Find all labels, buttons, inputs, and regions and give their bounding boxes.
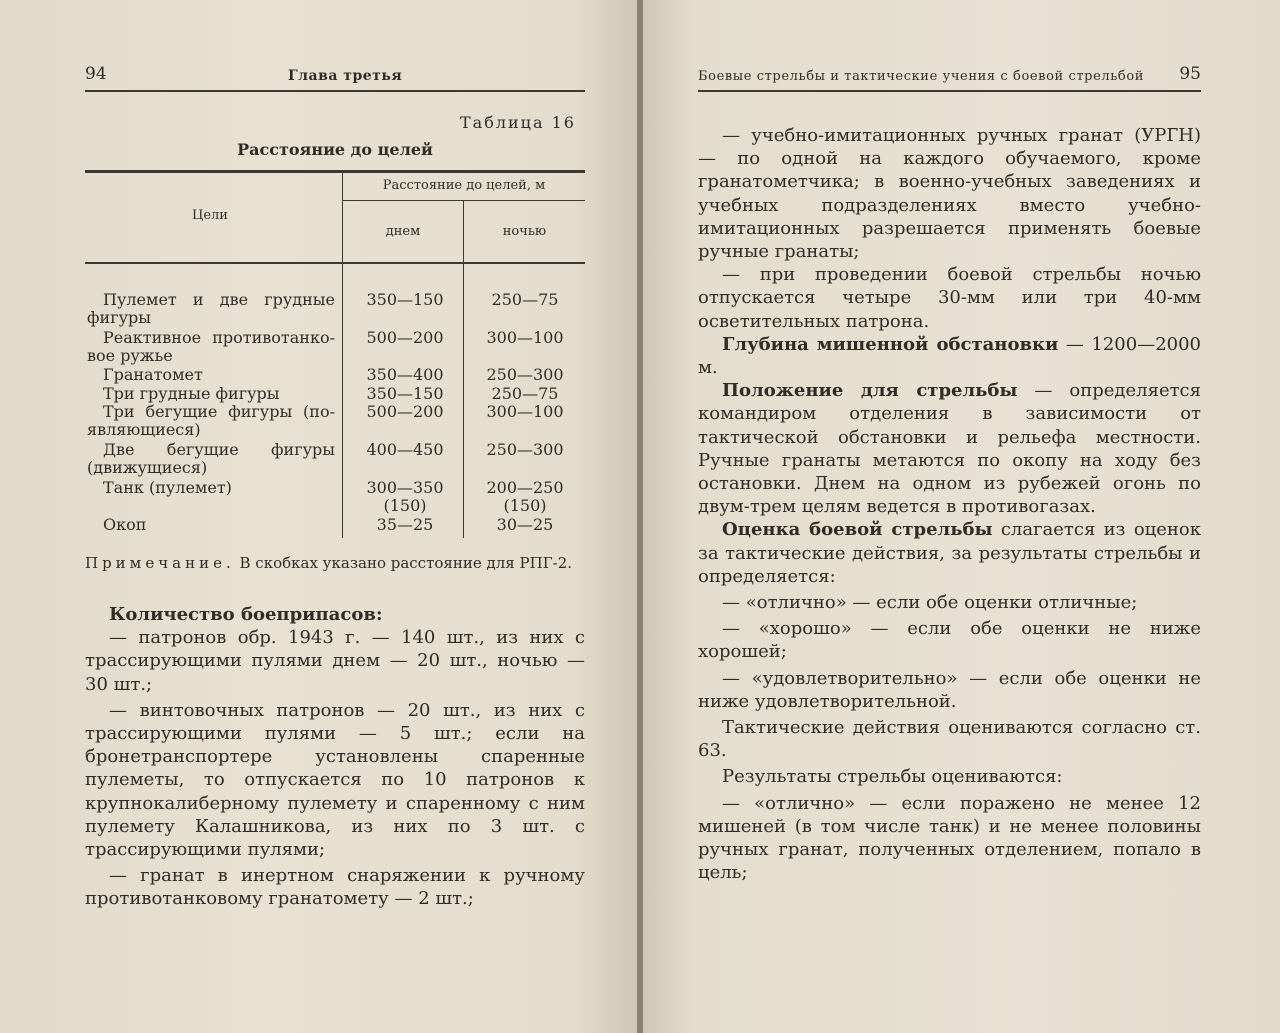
table-note-label: Примечание.: [85, 554, 235, 572]
table-row-label: Три грудные фигуры: [103, 384, 280, 403]
paragraph: Тактические действия оцениваются согласно ст. 63.: [698, 717, 1201, 762]
table-row-label: Две бегущие фигуры (движущиеся): [87, 440, 335, 477]
results-heading: Результаты стрельбы оцениваются:: [722, 766, 1063, 788]
paragraph: — «отлично» — если поражено не менее 12 мишеней (в том числе танк) и не менее половины ручных гранат, полученных отделением, попало в цель;: [698, 792, 1201, 884]
table-cell-night: 250—75: [491, 290, 559, 309]
table-header-divider: [343, 200, 585, 201]
table-cell-night: 250—300: [486, 365, 564, 384]
left-page-number: 94: [85, 64, 107, 84]
table-cell-night-line: (150): [503, 496, 547, 515]
table-header-night: ночью: [502, 224, 547, 239]
paragraph: — учебно-имитационных ручных гранат (УРГН) — по одной на каждого обучаемого, кроме гранатометчика; в военно-учебных заведениях и учебных подразделениях вместо учебно-имитационных разрешается применять боевые ручные гранаты;: [698, 125, 1201, 263]
depth-heading: Глубина мишенной обстановки: [722, 333, 1059, 355]
table-cell-day: 350—400: [366, 365, 444, 384]
table-header-bottom-rule: [85, 262, 585, 264]
table-row-label: Гранатомет: [103, 365, 203, 384]
table-cell-day: [345, 479, 465, 515]
table-header-day: днем: [385, 224, 421, 239]
position-heading: Положение для стрельбы: [722, 380, 1018, 402]
table-cell-night: 300—100: [486, 402, 564, 421]
paragraph: [698, 333, 1201, 379]
table-cell-night: 250—75: [491, 384, 559, 403]
left-running-title: Глава третья: [288, 68, 403, 84]
right-body-text: [698, 124, 1201, 885]
table-row-label: Танк (пулемет): [103, 478, 232, 497]
paragraph: [698, 518, 1201, 588]
right-page: [643, 0, 1280, 1033]
table-top-rule: [85, 170, 585, 173]
table-header-targets: Цели: [192, 208, 228, 223]
table-row-label: Пулемет и две грудные фигуры: [87, 290, 335, 327]
table-note-text: В скобках указано расстояние для РПГ-2.: [234, 554, 572, 572]
left-body-text: [85, 603, 585, 911]
table-cell-day: 350—150: [366, 290, 444, 309]
table-cell-day: 400—450: [366, 440, 444, 459]
table-note: [85, 553, 585, 573]
table-number: Таблица 16: [460, 113, 576, 132]
ammo-heading: Количество боеприпасов:: [109, 604, 383, 625]
paragraph: [698, 379, 1201, 518]
table-cell-night-line: 200—250: [486, 478, 564, 497]
paragraph: — «удовлетворительно» — если обе оценки не ниже удовлетворительной.: [698, 667, 1201, 712]
position-text: — определяется командиром отделения в зависимости от тактической обстановки и рельефа местности. Ручные гранаты метаются по окопу на ходу без остановки. Днем на одном из рубежей огонь по двум-трем целям ведется в противогазах.: [698, 380, 1201, 518]
paragraph: — при проведении боевой стрельбы ночью отпускается четыре 30-мм или три 40-мм осветительных патрона.: [698, 264, 1201, 332]
table-row-label: Реактивное противотанко- вое ружье: [87, 328, 335, 365]
table-row-label: Три бегущие фигуры (по- являющиеся): [87, 402, 335, 439]
table-cell-day: 35—25: [376, 515, 434, 534]
table-cell-day: 500—200: [366, 328, 444, 347]
table-cell-night: 30—25: [496, 515, 554, 534]
paragraph: — патронов обр. 1943 г. — 140 шт., из них с трассирующими пулями днем — 20 шт., ночью — 30 шт.;: [85, 627, 585, 695]
right-running-head: [698, 60, 1201, 92]
paragraph: — гранат в инертном снаряжении к ручному противотанковому гранатомету — 2 шт.;: [85, 865, 585, 910]
table-cell-night: [465, 479, 585, 515]
paragraph: — «хорошо» — если обе оценки не ниже хорошей;: [698, 618, 1201, 663]
left-page: [0, 0, 637, 1033]
paragraph: — «отлично» — если обе оценки отличные;: [722, 592, 1138, 614]
table-cell-day-line: (150): [383, 496, 427, 515]
left-running-head: [85, 60, 585, 92]
table-cell-day: 500—200: [366, 402, 444, 421]
depth-text: — 1200—2000 м.: [698, 333, 1201, 379]
table-cell-day-line: 300—350: [366, 478, 444, 497]
table-header-distance: Расстояние до целей, м: [382, 178, 546, 193]
table-cell-day: 350—150: [366, 384, 444, 403]
right-page-number: 95: [1179, 64, 1201, 84]
score-text: слагается из оценок за тактические действия, за результаты стрельбы и определяется:: [698, 519, 1201, 587]
score-heading: Оценка боевой стрельбы: [722, 519, 993, 541]
paragraph: — винтовочных патронов — 20 шт., из них с трассирующими пулями — 5 шт.; если на бронетранспортере установлены спаренные пулеметы, то отпускается по 10 патронов к крупнокалиберному пулемету и спаренному с ним пулемету Калашникова, из них по 3 шт. с трассирующими пулями;: [85, 699, 585, 861]
right-running-title: Боевые стрельбы и тактические учения с боевой стрельбой: [698, 69, 1145, 84]
table-row-label: Окоп: [103, 515, 147, 534]
table-cell-night: 250—300: [486, 440, 564, 459]
table-cell-night: 300—100: [486, 328, 564, 347]
table-title: Расстояние до целей: [237, 140, 433, 159]
